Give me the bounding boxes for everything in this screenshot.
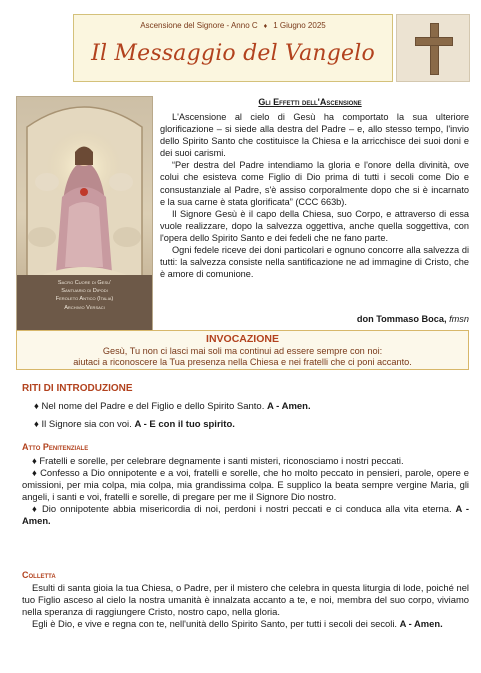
- penitential-paragraph: ♦ Fratelli e sorelle, per celebrare degnamente i santi misteri, riconosciamo i nostri peccati.: [32, 455, 404, 466]
- rite-line: [34, 401, 311, 412]
- header-banner: [73, 14, 393, 82]
- penitential-response: A - Amen.: [22, 503, 469, 527]
- cross-image: [396, 14, 470, 82]
- diamond-separator-icon: ♦: [263, 23, 268, 30]
- invocation-box: [16, 330, 469, 370]
- article-paragraph: Il Signore Gesù è il capo della Chiesa, suo Corpo, e attraverso di essa vuole realizzare, dopo la salvezza oggettiva, anche quella soggettiva, con l'opera dello Spirito Santo e dei fedeli che ne fano parte.: [160, 208, 469, 243]
- liturgy-label: Ascensione del Signore - Anno C: [140, 21, 258, 30]
- article-body: [160, 111, 469, 280]
- section-title-colletta: Colletta: [22, 570, 56, 580]
- cross-bar: [415, 37, 453, 46]
- author-name: don Tommaso Boca,: [356, 314, 447, 324]
- article-author: [160, 314, 469, 324]
- caption-line: Sacro Cuore di Gesu': [57, 280, 112, 286]
- article-paragraph: Ogni fedele riceve dei doni particolari e ognuno concorre alla salvezza di tutti: la salvezza consiste nella santificazione ne ad immagine di Cristo, che è amore di comunione.: [160, 245, 469, 280]
- section-title-riti: RITI DI INTRODUZIONE: [22, 383, 133, 394]
- article-paragraph: “Per destra del Padre intendiamo la gloria e l'onore della divinità, ove colui che esisteva come Figlio di Dio prima di tutti i secoli come Dio e consustanziale al Padre, s'è assiso corporalmente dopo che si è incarnato e la sua carne è stata glorificata” (CCC 663b).: [160, 160, 469, 207]
- article-paragraph: L'Ascensione al cielo di Gesù ha comportato la sua ulteriore glorificazione – si siede alla destra del Padre – e, allo stesso tempo, l'invio dello Spirito Santo che costituisce la Chiesa e la arricchisce dei suoi doni e dei suoi carismi.: [160, 112, 469, 159]
- rite-response: A - Amen.: [266, 401, 311, 412]
- collect-paragraph: Esulti di santa gioia la tua Chiesa, o Padre, per il mistero che celebra in questa liturgia di lode, poiché nel tuo Figlio asceso al cielo la nostra umanità è innalzata accanto a te, e noi, membra del suo corpo, viviamo nella speranza di raggiungere Cristo, nostro capo, nella gloria.: [22, 582, 469, 618]
- caption-line: Feroleto Antico (Italia): [55, 296, 114, 303]
- painting-caption: [17, 275, 152, 332]
- caption-line: Archivio Versaci: [64, 304, 105, 311]
- caption-line: Santuario di Dipodi: [61, 288, 108, 295]
- cross-icon: [430, 23, 439, 75]
- author-suffix: fmsn: [449, 314, 469, 324]
- collect-text-span: Egli è Dio, e vive e regna con te, nell'unità dello Spirito Santo, per tutti i secoli dei secoli.: [32, 618, 400, 630]
- invocation-line: Gesù, Tu non ci lasci mai soli ma continui ad essere sempre con noi:: [102, 346, 383, 356]
- penitential-paragraph: ♦ Confesso a Dio onnipotente e a voi, fratelli e sorelle, che ho molto peccato in pensieri, parole, opere e omissioni, per mia colpa, mia colpa, mia grandissima colpa. E supplico la beata sempre vergine Maria, gli angeli, i santi e voi, fratelli e sorelle, di pregare per me il Signore Dio nostro.: [22, 467, 469, 503]
- penitential-paragraph: [22, 503, 469, 527]
- penitential-text: [22, 455, 469, 528]
- header-subtitle: [74, 21, 392, 30]
- collect-paragraph: [22, 618, 469, 630]
- article-title: Gli Effetti dell'Ascensione: [258, 97, 362, 107]
- rite-response: A - E con il tuo spirito.: [134, 419, 235, 430]
- section-title-atto: Atto Penitenziale: [22, 442, 89, 452]
- page-title: Il Messaggio del Vangelo: [91, 41, 375, 66]
- invocation-title: INVOCAZIONE: [206, 333, 279, 345]
- collect-text: [22, 582, 469, 630]
- collect-response: A - Amen.: [399, 618, 443, 630]
- rite-text: ♦ Nel nome del Padre e del Figlio e dello Spirito Santo.: [34, 401, 267, 412]
- invocation-line: aiutaci a riconoscere la Tua presenza nella Chiesa e nei fratelli che ci poni accanto.: [73, 357, 412, 367]
- rite-text: ♦ Il Signore sia con voi.: [34, 419, 135, 430]
- issue-date: 1 Giugno 2025: [273, 21, 326, 30]
- rite-line: [34, 419, 235, 430]
- penitential-text-span: ♦ Dio onnipotente abbia misericordia di noi, perdoni i nostri peccati e ci conduca alla vita eterna.: [32, 503, 456, 515]
